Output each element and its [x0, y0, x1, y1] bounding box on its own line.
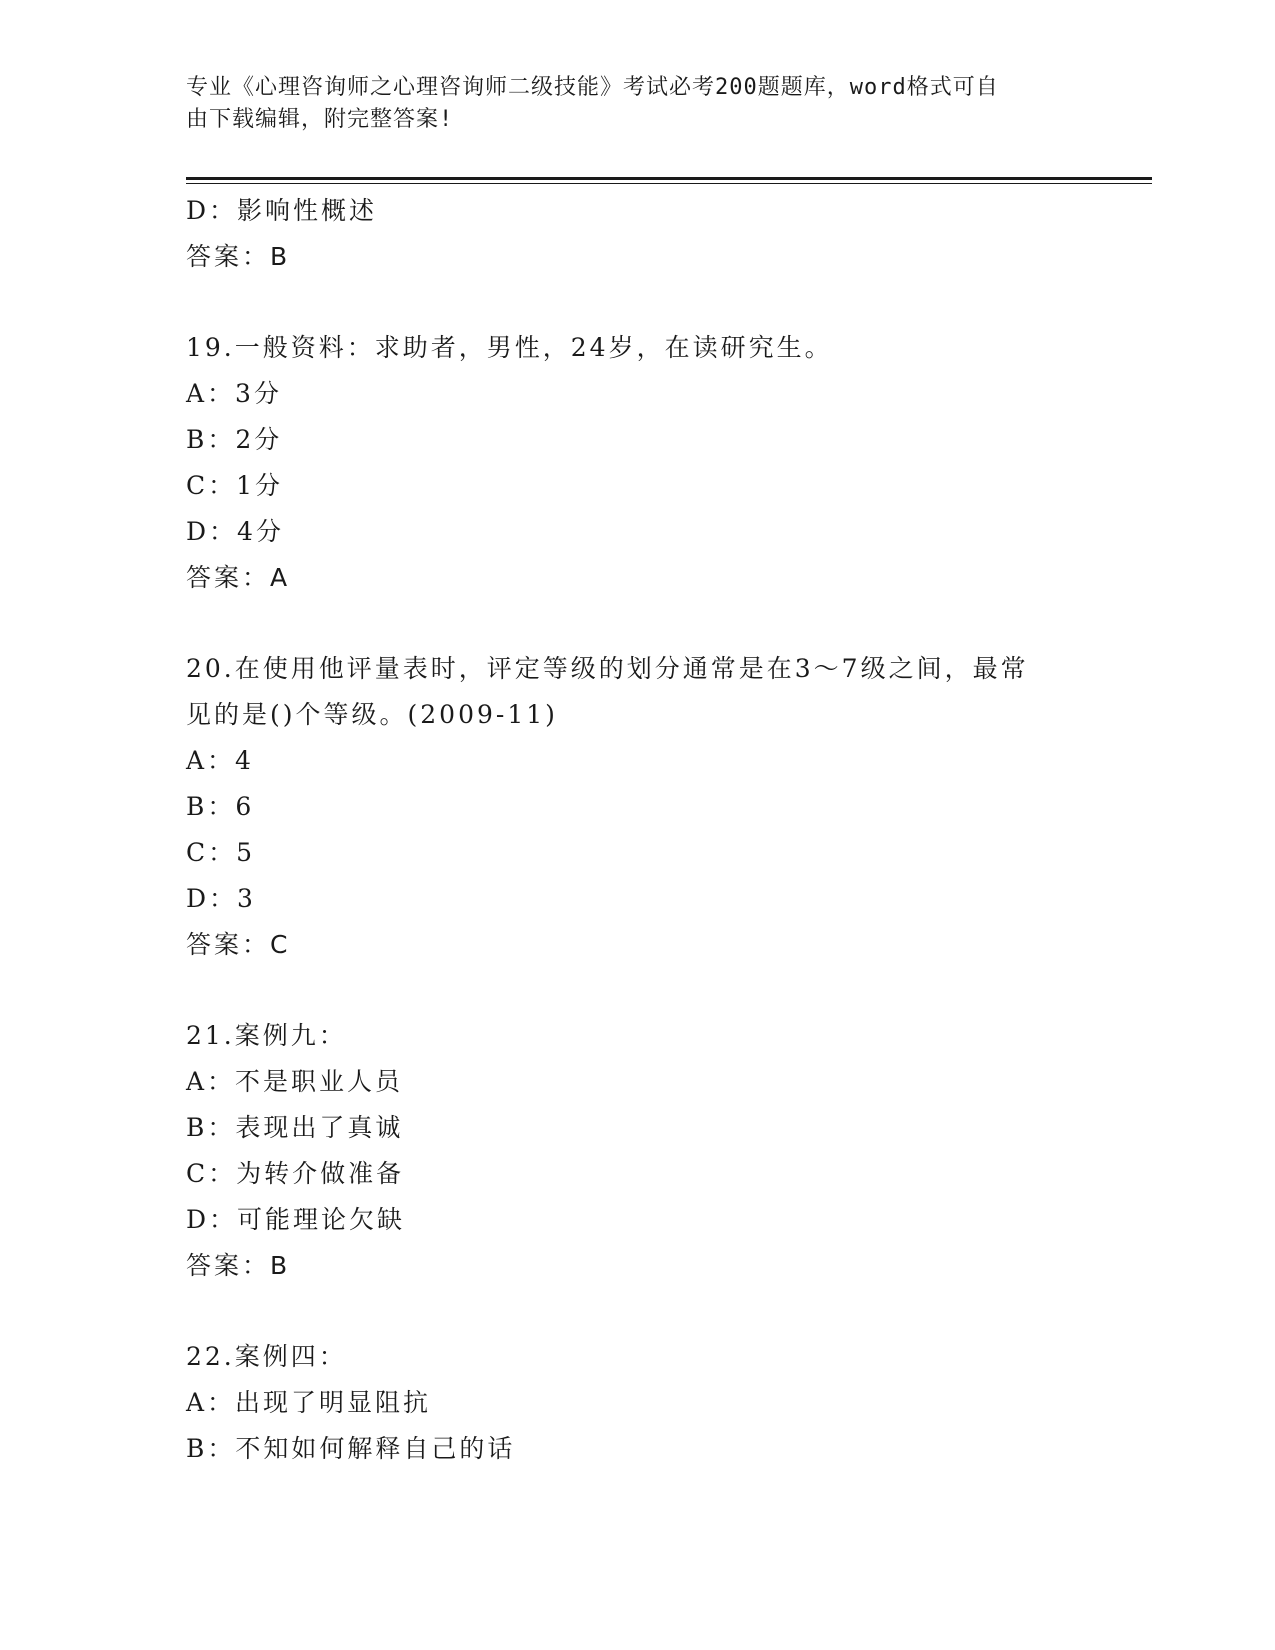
option-d: D：影响性概述	[186, 196, 378, 225]
header-line-1: 专业《心理咨询师之心理咨询师二级技能》考试必考200题题库，word格式可自	[186, 75, 999, 100]
question-stem: 22.案例四：	[186, 1342, 347, 1371]
option-b: B：6	[186, 792, 255, 821]
answer-line: 答案：A	[186, 563, 291, 592]
option-c: C：为转介做准备	[186, 1159, 405, 1188]
answer-line: 答案：B	[186, 242, 291, 271]
question-22	[186, 1334, 1086, 1472]
question-19	[186, 325, 1086, 601]
option-b: B：2分	[186, 425, 283, 454]
question-20	[186, 646, 1086, 968]
option-c: C：5	[186, 838, 256, 867]
option-d: D：3	[186, 884, 256, 913]
option-b: B：不知如何解释自己的话	[186, 1434, 516, 1463]
question-stem: 21.案例九：	[186, 1021, 347, 1050]
option-a: A：3分	[186, 379, 282, 408]
answer-line: 答案：B	[186, 1251, 291, 1280]
option-a: A：不是职业人员	[186, 1067, 404, 1096]
option-d: D：可能理论欠缺	[186, 1205, 406, 1234]
question-list	[186, 188, 1086, 1472]
header-line-2: 由下载编辑，附完整答案!	[186, 107, 454, 132]
question-21	[186, 1013, 1086, 1289]
answer-line: 答案：C	[186, 930, 291, 959]
question-stem-line-2: 见的是()个等级。(2009-11)	[186, 700, 558, 729]
question-stem: 19.一般资料：求助者，男性，24岁，在读研究生。	[186, 333, 833, 362]
header-divider-thick	[186, 177, 1152, 180]
header-divider-thin	[186, 183, 1152, 184]
option-d: D：4分	[186, 517, 284, 546]
document-header	[186, 72, 1086, 136]
carryover-block	[186, 188, 1086, 280]
option-b: B：表现出了真诚	[186, 1113, 404, 1142]
question-stem-line-1: 20.在使用他评量表时，评定等级的划分通常是在3～7级之间，最常	[186, 654, 1029, 683]
option-a: A：出现了明显阻抗	[186, 1388, 432, 1417]
option-c: C：1分	[186, 471, 284, 500]
option-a: A：4	[186, 746, 254, 775]
